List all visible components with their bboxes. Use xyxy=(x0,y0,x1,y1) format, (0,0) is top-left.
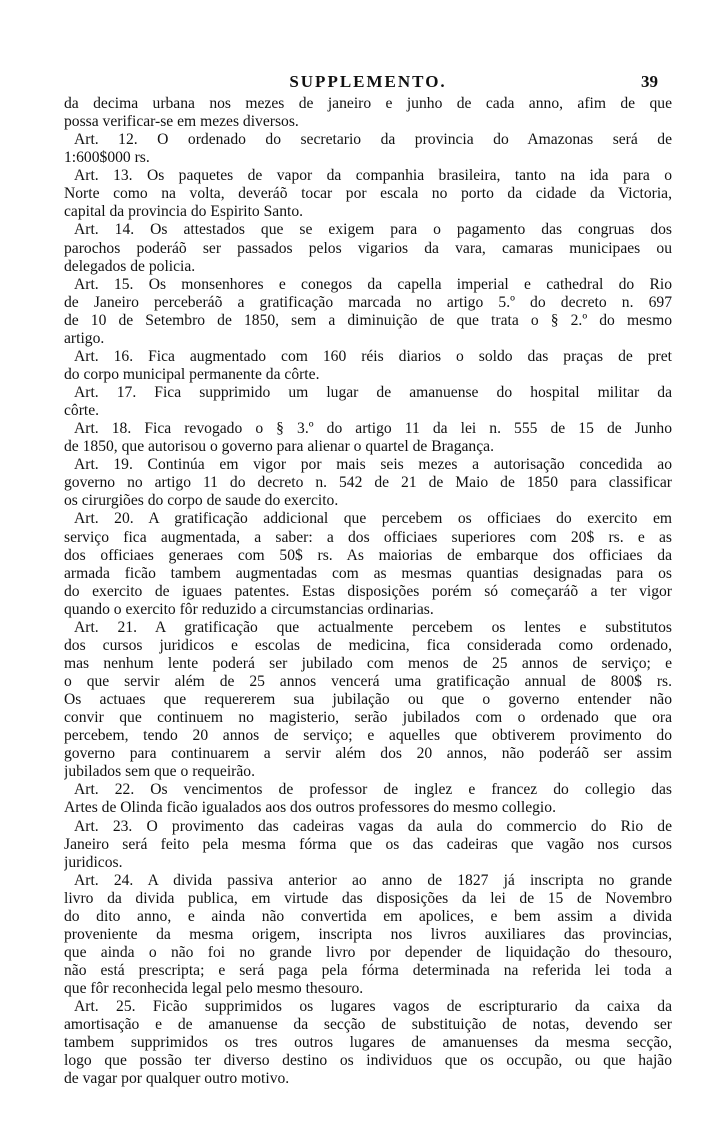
text-line: Art. 14. Os attestados que se exigem para o pagamento das congruas dos xyxy=(74,221,672,239)
paragraph xyxy=(64,276,672,348)
text-line: Art. 16. Fica augmentado com 160 réis diarios o soldo das praças de pret xyxy=(74,347,672,365)
text-line: Janeiro será feito pela mesma fórma que os das cadeiras que vagão nos cursos xyxy=(64,835,672,853)
paragraph xyxy=(64,818,672,872)
paragraph xyxy=(64,510,672,618)
text-line: de vagar por qualquer outro motivo. xyxy=(64,1070,290,1088)
text-line: de 10 de Setembro de 1850, sem a diminuição de que trata o § 2.º do mesmo xyxy=(64,311,672,329)
text-line: amortisação e de amanuense da secção de substituição de notas, devendo ser xyxy=(64,1016,672,1034)
text-line: do exercito de iguaes patentes. Estas disposições porém só começaráõ a ter vigor xyxy=(64,582,672,600)
page-number: 39 xyxy=(641,72,658,91)
text-line: de 1850, que autorisou o governo para alienar o quartel de Bragança. xyxy=(64,438,494,456)
paragraph xyxy=(64,998,672,1088)
paragraph xyxy=(64,456,672,510)
text-line: livro da divida publica, em virtude das disposições da lei de 15 de Novembro xyxy=(64,889,672,907)
paragraph xyxy=(64,619,672,782)
text-line: que fôr reconhecida legal pelo mesmo thesouro. xyxy=(64,980,364,998)
running-title: SUPPLEMENTO. xyxy=(289,72,447,91)
text-line: tambem supprimidos os tres outros lugares de amanuenses da mesma secção, xyxy=(64,1034,672,1052)
text-line: logo que possão ter diverso destino os individuos que os occupão, ou que hajão xyxy=(64,1052,672,1070)
text-line: os cirurgiões do corpo de saude do exercito. xyxy=(64,492,339,510)
text-line: de Janeiro perceberáõ a gratificação marcada no artigo 5.º do decreto n. 697 xyxy=(64,293,672,311)
text-line: jubilados sem que o requeirão. xyxy=(64,763,255,781)
text-line: o que servir além de 25 annos vencerá uma gratificação annual de 800$ rs. xyxy=(64,673,672,690)
text-line: da decima urbana nos mezes de janeiro e junho de cada anno, afim de que xyxy=(64,95,672,112)
text-line: Art. 20. A gratificação addicional que percebem os officiaes do exercito em xyxy=(74,510,672,528)
text-line: convir que continuem no magisterio, serão jubilados com o ordenado que ora xyxy=(64,709,672,727)
paragraph xyxy=(64,131,672,167)
text-line: não está prescripta; e será paga pela fórma determinada na referida lei toda a xyxy=(64,962,672,979)
text-line: possa verificar-se em mezes diversos. xyxy=(64,113,299,131)
text-line: armada ficão tambem augmentadas com as mesmas quantias designadas para os xyxy=(64,564,672,582)
text-line: Art. 25. Ficão supprimidos os lugares vagos de escripturario da caixa da xyxy=(74,998,672,1016)
paragraph xyxy=(64,95,672,131)
page-header xyxy=(64,72,672,94)
text-line: mas nenhum lente poderá ser jubilado com menos de 25 annos de serviço; e xyxy=(64,654,672,672)
text-line: artigo. xyxy=(64,329,105,347)
paragraph xyxy=(64,384,672,420)
page-body xyxy=(64,95,672,1088)
text-line: dos officiaes generaes com 50$ rs. As maiorias de embarque dos officiaes da xyxy=(64,546,672,564)
text-line: parochos poderáõ ser passados pelos vigarios da vara, camaras municipaes ou xyxy=(64,239,672,257)
text-line: Art. 18. Fica revogado o § 3.º do artigo 11 da lei n. 555 de 15 de Junho xyxy=(74,420,672,438)
paragraph xyxy=(64,872,672,998)
text-line: do corpo municipal permanente da côrte. xyxy=(64,365,320,383)
text-line: juridicos. xyxy=(64,853,123,871)
text-line: Art. 17. Fica supprimido um lugar de amanuense do hospital militar da xyxy=(74,384,672,401)
text-line: 1:600$000 rs. xyxy=(64,149,150,167)
text-line: Art. 12. O ordenado do secretario da provincia do Amazonas será de xyxy=(74,131,672,149)
text-line: Art. 24. A divida passiva anterior ao anno de 1827 já inscripta no grande xyxy=(74,871,672,889)
text-line: capital da provincia do Espirito Santo. xyxy=(64,203,304,221)
text-line: proveniente da mesma origem, inscripta nos livros auxiliares das provincias, xyxy=(64,925,672,943)
paragraph xyxy=(64,420,672,456)
text-line: percebem, tendo 20 annos de serviço; e aquelles que obtiverem provimento do xyxy=(64,727,672,745)
text-line: Art. 23. O provimento das cadeiras vagas da aula do commercio do Rio de xyxy=(74,817,672,835)
text-line: governo para continuarem a servir além dos 20 annos, não poderáõ ser assim xyxy=(64,745,672,763)
paragraph xyxy=(64,167,672,221)
paragraph xyxy=(64,348,672,384)
text-line: Art. 19. Continúa em vigor por mais seis mezes a autorisação concedida ao xyxy=(74,456,672,474)
text-line: Os actuaes que requererem sua jubilação ou que o governo entender não xyxy=(64,691,672,709)
text-line: governo no artigo 11 do decreto n. 542 de 21 de Maio de 1850 para classificar xyxy=(64,474,672,492)
text-line: Norte como na volta, deveráõ tocar por escala no porto da cidade da Victoria, xyxy=(64,185,672,203)
text-line: Artes de Olinda ficão igualados aos dos outros professores do mesmo collegio. xyxy=(64,799,556,817)
text-line: delegados de policia. xyxy=(64,257,196,275)
text-line: serviço fica augmentada, a saber: a dos officiaes superiores com 20$ rs. e as xyxy=(64,528,672,546)
text-line: do dito anno, e ainda não convertida em apolices, e bem assim a divida xyxy=(64,907,672,925)
text-line: Art. 15. Os monsenhores e conegos da capella imperial e cathedral do Rio xyxy=(74,275,672,293)
text-line: côrte. xyxy=(64,402,100,420)
text-line: Art. 21. A gratificação que actualmente percebem os lentes e substitutos xyxy=(74,618,672,636)
text-line: Art. 13. Os paquetes de vapor da companhia brasileira, tanto na ida para o xyxy=(74,167,672,185)
text-line: Art. 22. Os vencimentos de professor de inglez e francez do collegio das xyxy=(74,781,672,799)
text-line: dos cursos juridicos e escolas de medicina, fica considerada como ordenado, xyxy=(64,636,672,654)
paragraph xyxy=(64,781,672,817)
text-line: que ainda o não foi no grande livro por depender de liquidação do thesouro, xyxy=(64,943,672,961)
paragraph xyxy=(64,221,672,275)
text-line: quando o exercito fôr reduzido a circumstancias ordinarias. xyxy=(64,600,434,618)
